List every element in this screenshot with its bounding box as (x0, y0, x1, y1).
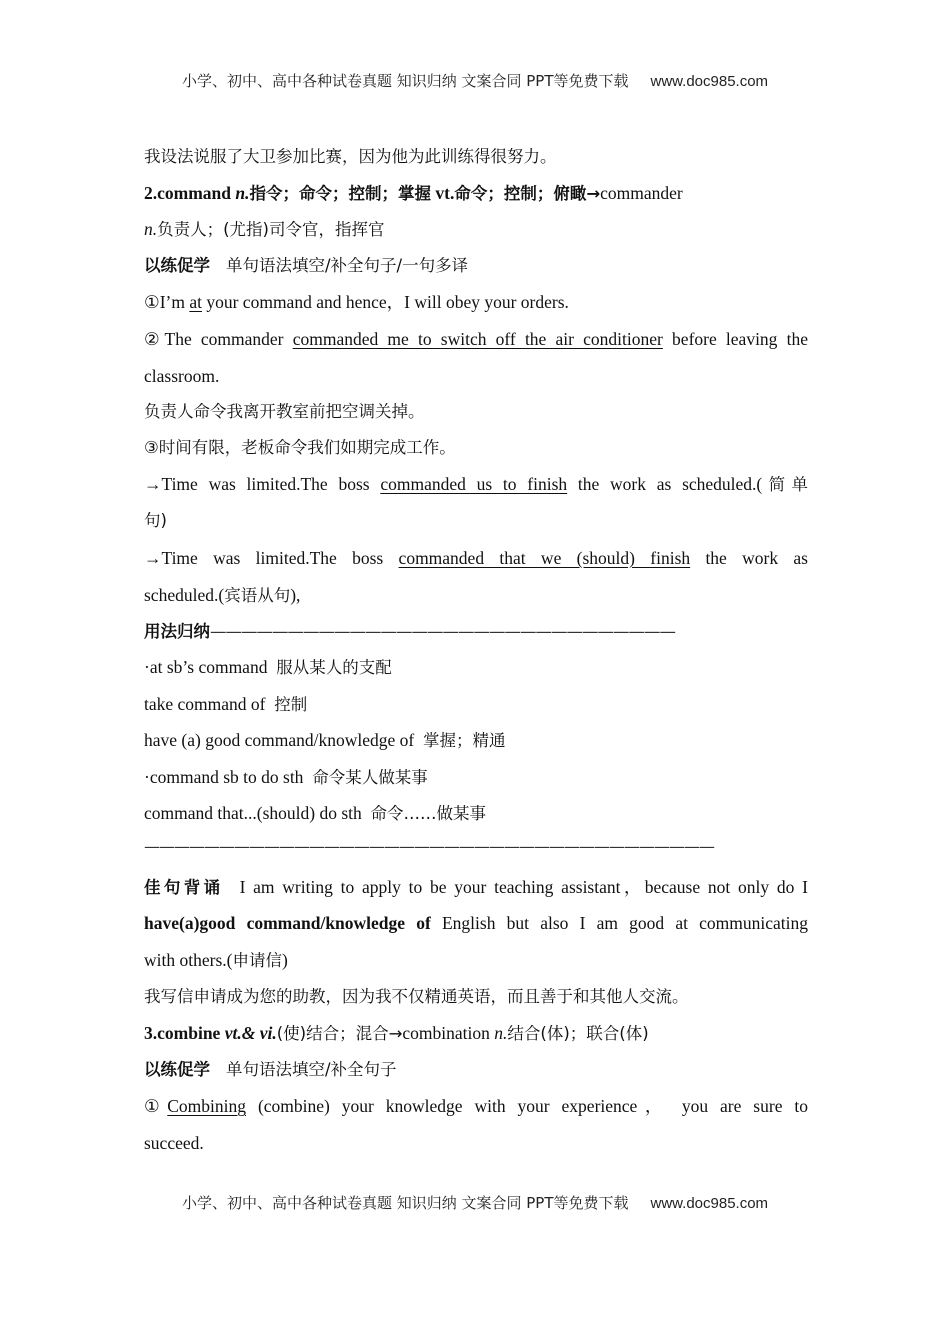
note: 申请信 (232, 951, 282, 970)
phrase: have (a) good command/knowledge of (144, 730, 415, 750)
entry-number: 2. (144, 183, 158, 203)
entry-pos: vt.& vi. (224, 1023, 277, 1043)
phrase: ·at sb’s command (144, 657, 268, 677)
practice-heading (144, 1057, 808, 1082)
entry-pos: n. (494, 1023, 508, 1043)
section-desc: 单句语法填空/补全句子/一句多译 (226, 256, 469, 275)
text: →Time was limited.The boss (144, 474, 381, 494)
section-tag: 以练促学 (144, 256, 210, 275)
entry-pos: n. (235, 183, 250, 203)
footer-text: 小学、初中、高中各种试卷真题 知识归纳 文案合同 PPT等免费下载 (181, 1194, 629, 1212)
text: ①I’m (144, 292, 190, 312)
page-header (0, 70, 950, 91)
entry-pos: vt. (435, 183, 455, 203)
section-tag: 以练促学 (144, 1060, 210, 1079)
usage-item (144, 765, 808, 790)
answer-blank: commanded us to finish (380, 474, 568, 494)
line-1: 我设法说服了大卫参加比赛，因为他为此训练得很努力。 (144, 147, 557, 166)
model-sentence-line-3 (144, 948, 808, 973)
key-phrase: have(a)good command/knowledge of (144, 913, 431, 933)
phrase: take command of (144, 694, 266, 714)
exercise-2 (144, 327, 808, 351)
text: →Time was limited.The boss (144, 548, 399, 568)
entry-meaning: 结合(体)；联合(体) (507, 1024, 649, 1043)
line-3 (144, 217, 808, 242)
entry-meaning: 命令；控制；俯瞰→ (454, 184, 601, 203)
line-7: classroom. (144, 366, 220, 386)
model-sentence-translation: 我写信申请成为您的助教，因为我不仅精通英语，而且善于和其他人交流。 (144, 987, 689, 1006)
meaning: 控制 (274, 695, 308, 714)
footer-url[interactable]: www.doc985.com (650, 1195, 769, 1212)
vocab-entry-command (144, 181, 808, 206)
entry-meaning: (使)结合；混合→ (276, 1024, 403, 1043)
model-sentence-line-2 (144, 911, 808, 935)
line-11: 句) (144, 511, 167, 530)
meaning: 负责人；(尤指)司令官，指挥官 (157, 220, 385, 239)
text: ), (290, 585, 301, 605)
line-8: 负责人命令我离开教室前把空调关掉。 (144, 402, 425, 421)
phrase: command that...(should) do sth (144, 803, 362, 823)
text: I am writing to apply to be your teaching assistant，because not only do I (239, 877, 809, 897)
meaning: 服从某人的支配 (276, 658, 392, 677)
answer-blank: Combining (167, 1096, 247, 1116)
answer-blank: commanded me to switch off the air conditioner (292, 329, 663, 349)
model-sentence (144, 875, 808, 900)
text: ②The commander (144, 329, 293, 349)
entry-derivative: commander (600, 183, 683, 203)
practice-heading (144, 253, 808, 278)
text: English but also I am good at communicating (430, 913, 808, 933)
usage-item (144, 801, 808, 826)
meaning: 掌握；精通 (422, 731, 506, 750)
header-url[interactable]: www.doc985.com (650, 73, 769, 90)
page-footer (0, 1192, 950, 1213)
text: before leaving the (662, 329, 809, 349)
text: with others.( (144, 950, 233, 970)
usage-heading (144, 619, 808, 644)
exercise-3-answer-1 (144, 472, 808, 497)
line-28: succeed. (144, 1133, 204, 1153)
answer-blank: at (189, 292, 202, 312)
text: (combine) your knowledge with your experience， you are sure to (246, 1096, 808, 1116)
entry-word: combine (157, 1023, 221, 1043)
note: 简单 (762, 475, 809, 494)
exercise-3: ③时间有限，老板命令我们如期完成工作。 (144, 438, 456, 457)
text: the work as scheduled.( (567, 474, 763, 494)
vocab-entry-combine (144, 1021, 808, 1046)
phrase: ·command sb to do sth (144, 767, 304, 787)
entry-derivative: combination (402, 1023, 490, 1043)
section-desc: 单句语法填空/补全句子 (226, 1060, 397, 1079)
meaning: 命令某人做某事 (312, 768, 428, 787)
section-tag: 佳句背诵 (144, 878, 224, 897)
note: 宾语从句 (224, 586, 291, 605)
divider: —————————————————————————————————————— (144, 837, 714, 856)
divider: —————————————————————————————— (210, 622, 675, 641)
text: ) (281, 950, 288, 970)
meaning: 命令……做某事 (370, 804, 487, 823)
line-13 (144, 583, 808, 608)
usage-item (144, 692, 808, 717)
header-text: 小学、初中、高中各种试卷真题 知识归纳 文案合同 PPT等免费下载 (181, 72, 629, 90)
pos: n. (144, 219, 158, 239)
answer-blank: commanded that we (should) finish (398, 548, 691, 568)
text: ① (144, 1096, 168, 1116)
exercise-1 (144, 290, 808, 314)
exercise-3-answer-2 (144, 546, 808, 570)
entry-number: 3. (144, 1023, 158, 1043)
entry-word: command (157, 183, 232, 203)
section-tag: 用法归纳 (144, 622, 210, 641)
usage-item (144, 728, 808, 753)
text: the work as (690, 548, 808, 568)
usage-item (144, 655, 808, 680)
entry-meaning: 指令；命令；控制；掌握 (249, 184, 431, 203)
exercise-combine-1 (144, 1094, 808, 1118)
text: your command and hence，I will obey your orders. (201, 292, 569, 312)
text: scheduled.( (144, 585, 225, 605)
